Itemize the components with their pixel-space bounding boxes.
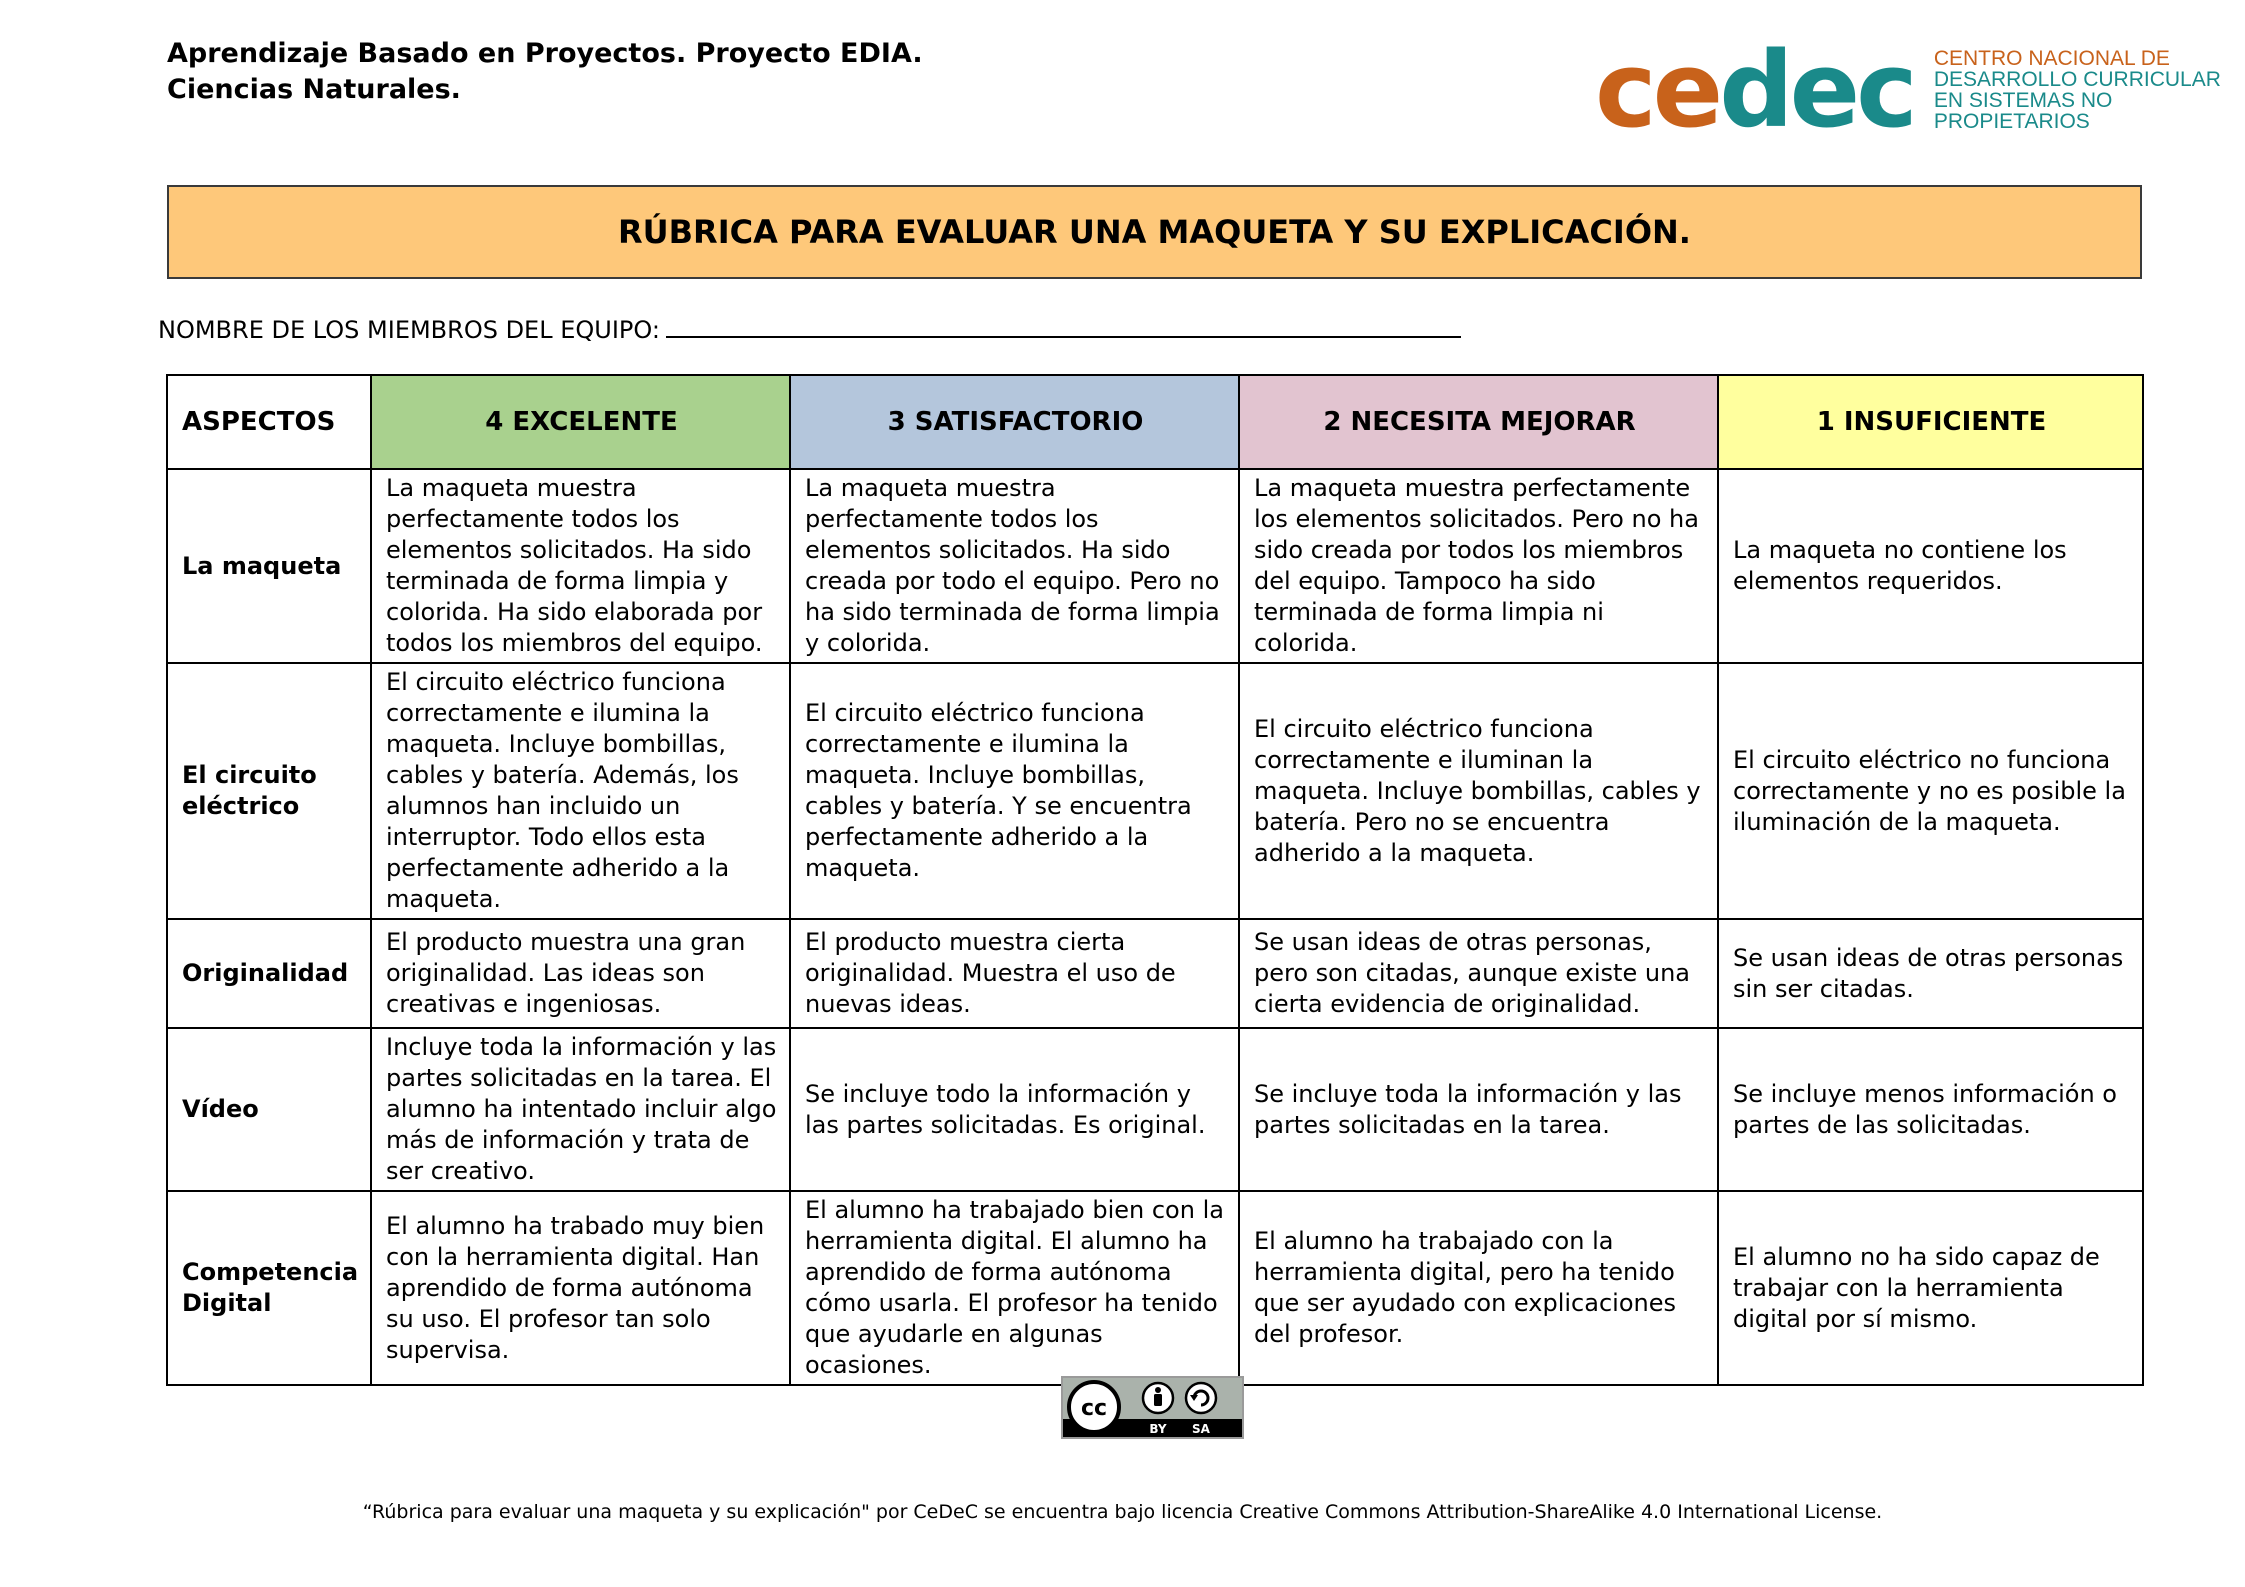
cedec-logo	[1595, 29, 2245, 151]
criterion-cell-necesita: El alumno ha trabajado con la herramienta digital, pero ha tenido que ser ayudado con explicaciones del profesor.	[1239, 1191, 1718, 1385]
criterion-cell-insuficiente: Se incluye menos información o partes de las solicitadas.	[1718, 1028, 2143, 1191]
sa-icon	[1186, 1383, 1216, 1413]
team-members-blank	[666, 312, 1461, 338]
aspect-cell: El circuito eléctrico	[167, 663, 371, 919]
criterion-cell-excelente: La maqueta muestra perfectamente todos los elementos solicitados. Ha sido terminada de forma limpia y colorida. Ha sido elaborada por todos los miembros del equipo.	[371, 469, 790, 663]
aspect-cell: La maqueta	[167, 469, 371, 663]
rubric-title: RÚBRICA PARA EVALUAR UNA MAQUETA Y SU EXPLICACIÓN.	[167, 185, 2142, 279]
cedec-wordmark	[1595, 29, 1914, 151]
criterion-cell-satisfactorio: El producto muestra cierta originalidad. Muestra el uso de nuevas ideas.	[790, 919, 1239, 1028]
cedec-sub-line2: DESARROLLO CURRICULAR	[1933, 68, 2221, 91]
table-row	[167, 1028, 2143, 1191]
cc-icon-text: cc	[1080, 1396, 1108, 1421]
cc-by-sa-badge	[1061, 1376, 1244, 1439]
criterion-cell-necesita: Se usan ideas de otras personas, pero son citadas, aunque existe una cierta evidencia de originalidad.	[1239, 919, 1718, 1028]
aspect-cell: Vídeo	[167, 1028, 371, 1191]
header-excelente: 4 EXCELENTE	[371, 375, 790, 469]
document-header	[167, 36, 923, 108]
criterion-cell-insuficiente: La maqueta no contiene los elementos requeridos.	[1718, 469, 2143, 663]
table-row	[167, 469, 2143, 663]
criterion-cell-necesita: La maqueta muestra perfectamente los elementos solicitados. Pero no ha sido creada por todos los miembros del equipo. Tampoco ha sido terminada de forma limpia ni colorida.	[1239, 469, 1718, 663]
cedec-sub-line3: EN SISTEMAS NO PROPIETARIOS	[1933, 89, 2113, 133]
rubric-table	[166, 374, 2144, 1386]
criterion-cell-insuficiente: Se usan ideas de otras personas sin ser citadas.	[1718, 919, 2143, 1028]
team-members-line	[158, 312, 1461, 344]
criterion-cell-satisfactorio: El circuito eléctrico funciona correctamente e ilumina la maqueta. Incluye bombillas, cables y batería. Y se encuentra perfectamente adherido a la maqueta.	[790, 663, 1239, 919]
cedec-wordmark-part2: dec	[1719, 29, 1914, 151]
criterion-cell-insuficiente: El alumno no ha sido capaz de trabajar con la herramienta digital por sí mismo.	[1718, 1191, 2143, 1385]
table-row	[167, 663, 2143, 919]
header-aspects: ASPECTOS	[167, 375, 371, 469]
table-row	[167, 919, 2143, 1028]
sa-label: SA	[1192, 1422, 1210, 1436]
table-row	[167, 1191, 2143, 1385]
criterion-cell-necesita: Se incluye toda la información y las partes solicitadas en la tarea.	[1239, 1028, 1718, 1191]
header-insuficiente: 1 INSUFICIENTE	[1718, 375, 2143, 469]
header-line-subject: Ciencias Naturales.	[167, 74, 461, 105]
by-label: BY	[1149, 1422, 1167, 1436]
criterion-cell-satisfactorio: Se incluye todo la información y las partes solicitadas. Es original.	[790, 1028, 1239, 1191]
cc-by-sa-badge-graphic	[1063, 1378, 1242, 1437]
header-line-project: Aprendizaje Basado en Proyectos. Proyecto EDIA.	[167, 38, 923, 69]
criterion-cell-excelente: El circuito eléctrico funciona correctamente e ilumina la maqueta. Incluye bombillas, cables y batería. Además, los alumnos han incluido un interruptor. Todo ellos esta perfectamente adherido a la maqueta.	[371, 663, 790, 919]
aspect-cell: Originalidad	[167, 919, 371, 1028]
cedec-sub-line1: CENTRO NACIONAL DE	[1933, 47, 2170, 70]
criterion-cell-excelente: El alumno ha trabado muy bien con la herramienta digital. Han aprendido de forma autónoma su uso. El profesor tan solo supervisa.	[371, 1191, 790, 1385]
cedec-wordmark-part1: ce	[1595, 29, 1720, 151]
cedec-logo-subtitle	[1934, 48, 2245, 132]
criterion-cell-satisfactorio: La maqueta muestra perfectamente todos los elementos solicitados. Ha sido creada por todo el equipo. Pero no ha sido terminada de forma limpia y colorida.	[790, 469, 1239, 663]
criterion-cell-satisfactorio: El alumno ha trabajado bien con la herramienta digital. El alumno ha aprendido de forma autónoma cómo usarla. El profesor ha tenido que ayudarle en algunas ocasiones.	[790, 1191, 1239, 1385]
criterion-cell-excelente: El producto muestra una gran originalidad. Las ideas son creativas e ingeniosas.	[371, 919, 790, 1028]
criterion-cell-necesita: El circuito eléctrico funciona correctamente e iluminan la maqueta. Incluye bombillas, cables y batería. Pero no se encuentra adherido a la maqueta.	[1239, 663, 1718, 919]
header-necesita-mejorar: 2 NECESITA MEJORAR	[1239, 375, 1718, 469]
rubric-header-row	[167, 375, 2143, 469]
criterion-cell-insuficiente: El circuito eléctrico no funciona correctamente y no es posible la iluminación de la maqueta.	[1718, 663, 2143, 919]
team-members-label: NOMBRE DE LOS MIEMBROS DEL EQUIPO:	[158, 316, 660, 344]
aspect-cell: Competencia Digital	[167, 1191, 371, 1385]
criterion-cell-excelente: Incluye toda la información y las partes solicitadas en la tarea. El alumno ha intentado incluir algo más de información y trata de ser creativo.	[371, 1028, 790, 1191]
license-footer: “Rúbrica para evaluar una maqueta y su explicación" por CeDeC se encuentra bajo licencia Creative Commons Attribution-ShareAlike 4.0 International License.	[362, 1501, 1883, 1523]
header-satisfactorio: 3 SATISFACTORIO	[790, 375, 1239, 469]
